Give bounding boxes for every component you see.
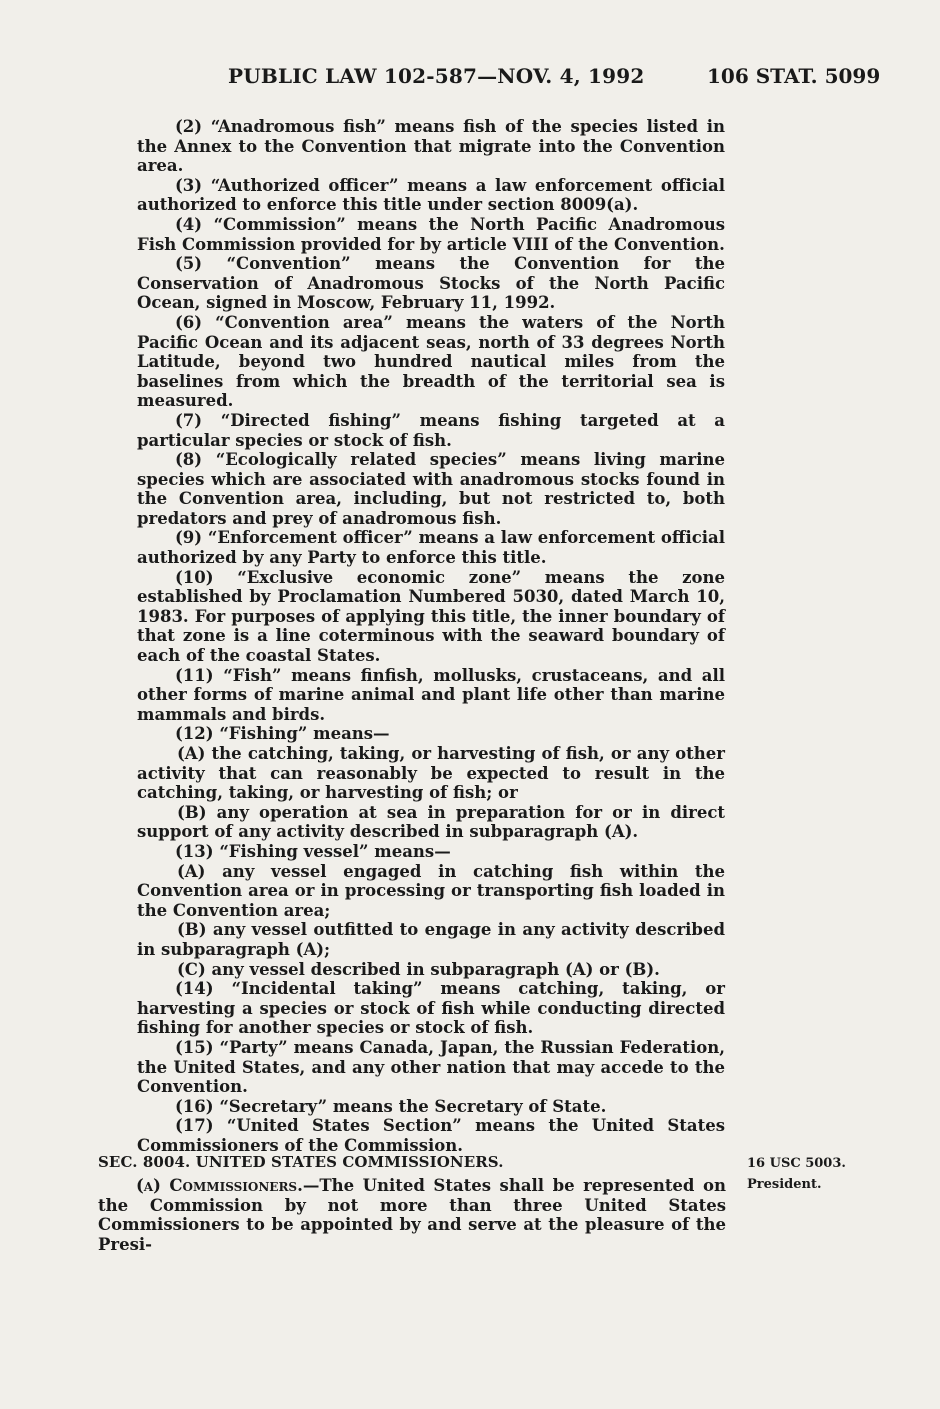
definition-paragraph: (11) “Fish” means finfish, mollusks, crustaceans, and all other forms of marine animal and plant life other than marine mammals and birds. (137, 665, 725, 724)
definition-paragraph: (2) “Anadromous fish” means fish of the species listed in the Annex to the Convention that migrate into the Convention area. (137, 117, 725, 176)
definition-paragraph: (8) “Ecologically related species” means living marine species which are associated with anadromous stocks found in the Convention area, including, but not restricted to, both predators and prey of anadromous fish. (137, 450, 725, 528)
subparagraph (137, 920, 725, 959)
subparagraph (137, 960, 725, 980)
subparagraph-text: (A) any vessel engaged in catching fish within the Convention area or in processing or transporting fish loaded in the Convention area; (137, 861, 725, 920)
section-paragraph (98, 1176, 726, 1254)
subparagraph-text: (B) any operation at sea in preparation for or in direct support of any activity described in subparagraph (A). (137, 802, 725, 842)
definition-paragraph: (6) “Convention area” means the waters of the North Pacific Ocean and its adjacent seas, north of 33 degrees North Latitude, beyond two hundred nautical miles from the baselines from which the breadth of the territorial sea is measured. (137, 312, 725, 411)
definition-paragraph: (5) “Convention” means the Convention for the Conservation of Anadromous Stocks of the North Pacific Ocean, signed in Moscow, February 11, 1992. (137, 254, 725, 313)
section-heading: SEC. 8004. UNITED STATES COMMISSIONERS. (98, 1153, 504, 1171)
subparagraph (137, 862, 725, 921)
paragraph-text: —The United States shall be represented on the Commission by not more than three United States Commissioners to be appointed by and serve at the pleasure of the Presi- (98, 1176, 726, 1254)
definition-paragraph: (4) “Commission” means the North Pacific Anadromous Fish Commission provided for by article VIII of the Convention. (137, 214, 725, 254)
subparagraph-text: (B) any vessel outfitted to engage in any activity described in subparagraph (A); (137, 920, 725, 959)
page-header (0, 64, 940, 94)
definition-paragraph: (9) “Enforcement officer” means a law enforcement official authorized by any Party to enforce this title. (137, 528, 725, 568)
running-head-title: PUBLIC LAW 102-587—NOV. 4, 1992 (228, 64, 645, 88)
margin-note-president: President. (747, 1177, 822, 1192)
stat-page-number: 106 STAT. 5099 (707, 64, 881, 88)
definition-paragraph: (16) “Secretary” means the Secretary of State. (175, 1096, 607, 1116)
subparagraph-text: (C) any vessel described in subparagraph (A) or (B). (177, 959, 660, 979)
definition-paragraph: (17) “United States Section” means the United States Commissioners of the Commission. (137, 1116, 725, 1155)
definition-paragraph: (14) “Incidental taking” means catching, taking, or harvesting a species or stock of fish while conducting directed fishing for another species or stock of fish. (137, 979, 725, 1038)
definition-fishing-intro: (12) “Fishing” means— (175, 724, 390, 744)
definition-fishing-vessel-intro: (13) “Fishing vessel” means— (175, 841, 451, 861)
margin-note-usc: 16 USC 5003. (747, 1156, 846, 1171)
subparagraph (137, 803, 725, 842)
definition-paragraph: (15) “Party” means Canada, Japan, the Russian Federation, the United States, and any other nation that may accede to the Convention. (137, 1037, 725, 1097)
subparagraph-text: (A) the catching, taking, or harvesting of fish, or any other activity that can reasonably be expected to result in the catching, taking, or harvesting of fish; or (137, 744, 725, 803)
paragraph-label: (a) Commissioners. (136, 1176, 303, 1195)
definitions-body (137, 117, 725, 1155)
subparagraph (137, 744, 725, 803)
definition-paragraph: (10) “Exclusive economic zone” means the zone established by Proclamation Numbered 5030, dated March 10, 1983. For purposes of applying this title, the inner boundary of that zone is a line coterminous with the seaward boundary of each of the coastal States. (137, 567, 725, 666)
definition-paragraph: (3) “Authorized officer” means a law enforcement official authorized to enforce this title under section 8009(a). (137, 175, 725, 215)
definition-paragraph: (7) “Directed fishing” means fishing targeted at a particular species or stock of fish. (137, 410, 725, 450)
